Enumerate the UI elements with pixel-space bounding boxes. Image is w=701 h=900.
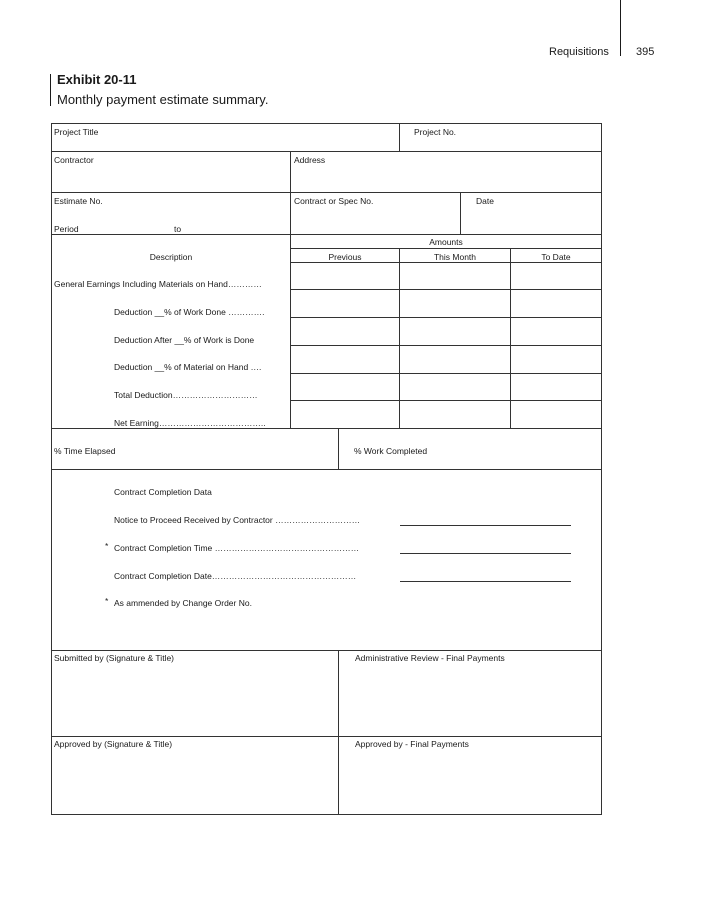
asterisk-mark: * <box>105 596 109 606</box>
row-deduction-after: Deduction After __% of Work is Done <box>114 335 255 345</box>
col-divider <box>290 151 291 428</box>
col-divider <box>460 192 461 234</box>
amount-row-divider <box>291 345 601 346</box>
col-divider <box>338 428 339 469</box>
notice-to-proceed-line <box>400 525 571 526</box>
amounts-header: Amounts <box>429 237 463 247</box>
completion-date-line <box>400 581 571 582</box>
amount-row-divider <box>291 373 601 374</box>
row-divider <box>52 192 601 193</box>
asterisk-mark: * <box>105 541 109 551</box>
col-divider <box>399 248 400 428</box>
col-divider <box>510 248 511 428</box>
project-no-label: Project No. <box>414 127 457 137</box>
approved-by-label: Approved by (Signature & Title) <box>54 739 173 749</box>
header-rule <box>620 0 621 56</box>
column-to-date: To Date <box>541 252 571 262</box>
description-header: Description <box>149 252 193 262</box>
admin-review-label: Administrative Review - Final Payments <box>355 653 505 663</box>
row-divider <box>52 234 601 235</box>
row-net-earning: Net Earning……………………………….. <box>114 418 266 428</box>
amounts-header-divider <box>291 262 601 263</box>
project-title-label: Project Title <box>54 127 99 137</box>
row-divider <box>52 151 601 152</box>
completion-heading: Contract Completion Data <box>114 487 212 497</box>
amount-row-divider <box>291 317 601 318</box>
address-label: Address <box>294 155 326 165</box>
approved-final-label: Approved by - Final Payments <box>355 739 469 749</box>
col-divider <box>338 650 339 815</box>
col-divider <box>399 124 400 151</box>
row-divider <box>52 428 601 429</box>
amounts-divider <box>291 248 601 249</box>
page-number: 395 <box>636 46 655 58</box>
caption-bar <box>50 74 51 106</box>
work-completed-label: % Work Completed <box>354 446 428 456</box>
completion-time-label: Contract Completion Time …………………………………………… <box>114 543 360 553</box>
amount-row-divider <box>291 289 601 290</box>
completion-date-label: Contract Completion Date…………………………………………… <box>114 571 357 581</box>
amount-row-divider <box>291 400 601 401</box>
period-label: Period <box>54 224 79 234</box>
period-to-label: to <box>174 224 182 234</box>
exhibit-caption: Monthly payment estimate summary. <box>57 92 269 107</box>
row-divider <box>52 736 601 737</box>
running-head-section: Requisitions <box>549 46 609 58</box>
exhibit-title: Exhibit 20-11 <box>57 72 137 87</box>
time-elapsed-label: % Time Elapsed <box>54 446 116 456</box>
column-previous: Previous <box>328 252 362 262</box>
contract-spec-no-label: Contract or Spec No. <box>294 196 374 206</box>
row-deduction-work-done: Deduction __% of Work Done …………. <box>114 307 265 317</box>
row-divider <box>52 650 601 651</box>
row-deduction-material: Deduction __% of Material on Hand …. <box>114 362 262 372</box>
row-divider <box>52 469 601 470</box>
row-total-deduction: Total Deduction………………………… <box>114 390 258 400</box>
date-label: Date <box>476 196 494 206</box>
contractor-label: Contractor <box>54 155 94 165</box>
completion-time-line <box>400 553 571 554</box>
estimate-no-label: Estimate No. <box>54 196 103 206</box>
column-this-month: This Month <box>433 252 477 262</box>
submitted-by-label: Submitted by (Signature & Title) <box>54 653 175 663</box>
payment-estimate-form <box>51 123 602 815</box>
row-general-earnings: General Earnings Including Materials on Hand………… <box>54 279 262 289</box>
amended-label: As ammended by Change Order No. <box>114 598 252 608</box>
notice-to-proceed-label: Notice to Proceed Received by Contractor ………………………… <box>114 515 361 525</box>
